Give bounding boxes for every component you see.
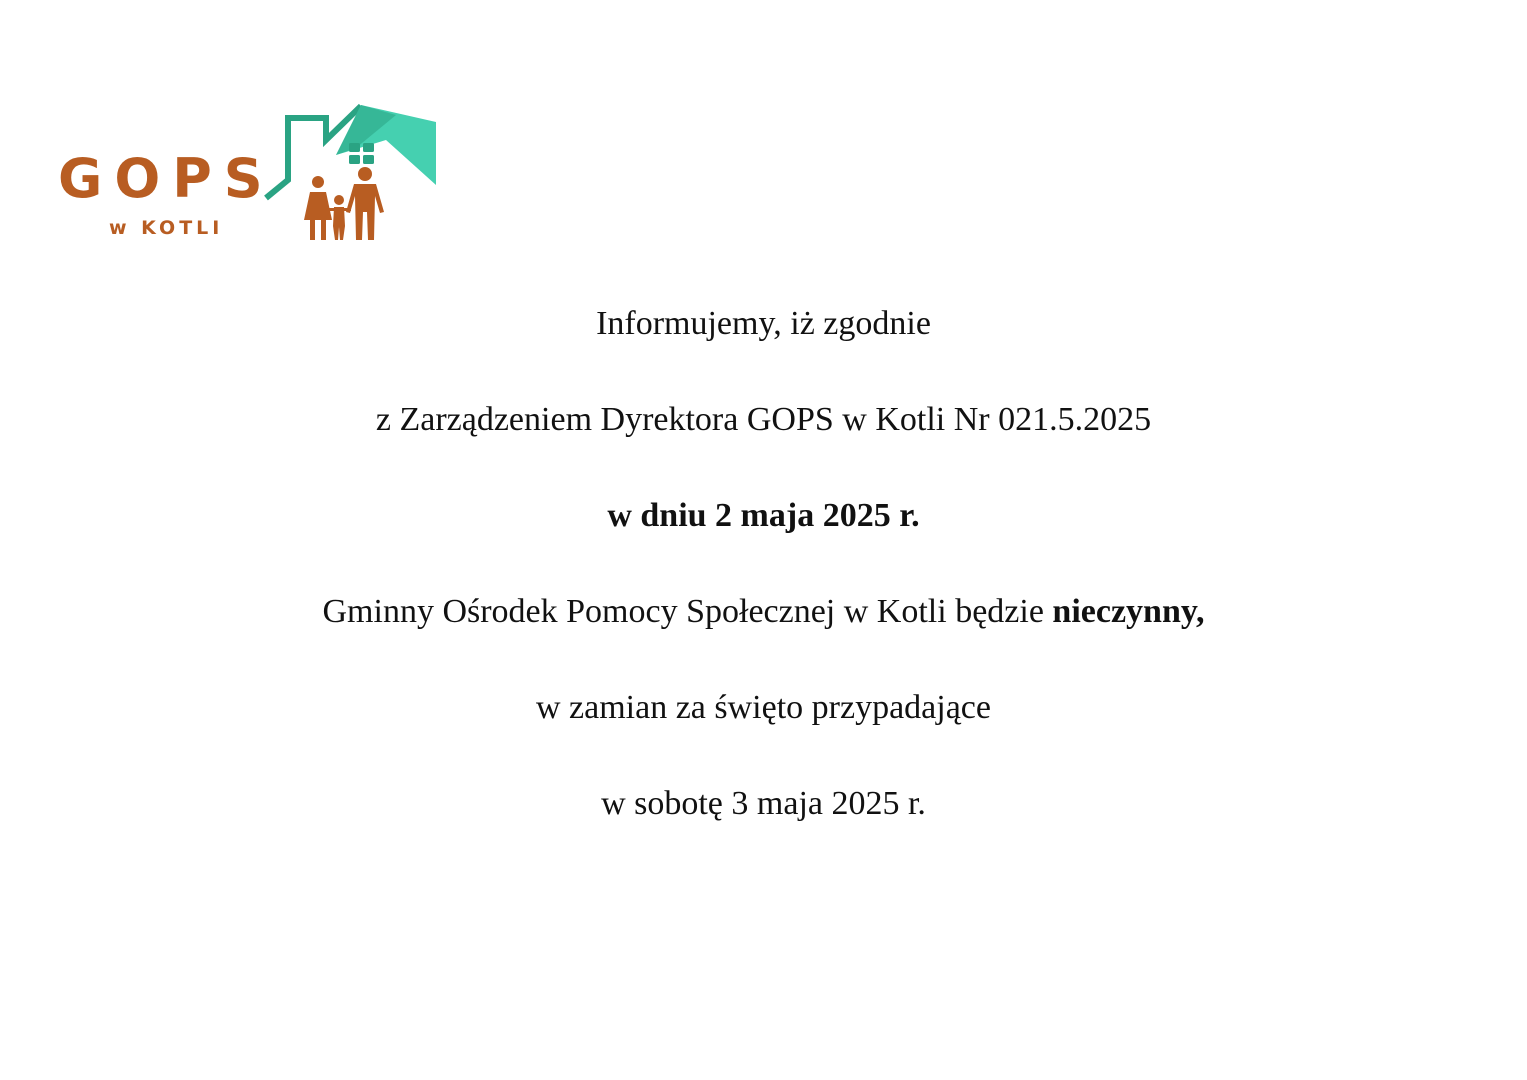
notice-line-6: w sobotę 3 maja 2025 r. [601,785,926,822]
logo-name: GOPS [58,147,275,210]
logo-subtitle: w KOTLI [109,217,224,239]
notice-date-line: w dniu 2 maja 2025 r. [607,497,920,534]
notice-line-4-text: Gminny Ośrodek Pomocy Społecznej w Kotli będzie [322,593,1053,630]
gops-logo [56,100,446,250]
notice-line-4 [0,592,1527,632]
notice-line-5: w zamian za święto przypadające [536,689,991,726]
notice-line-2: z Zarządzeniem Dyrektora GOPS w Kotli Nr 021.5.2025 [375,401,1152,438]
family-icon [304,167,384,240]
notice-line-1: Informujemy, iż zgodnie [596,305,931,342]
notice-closed-word: nieczynny, [1052,593,1205,630]
